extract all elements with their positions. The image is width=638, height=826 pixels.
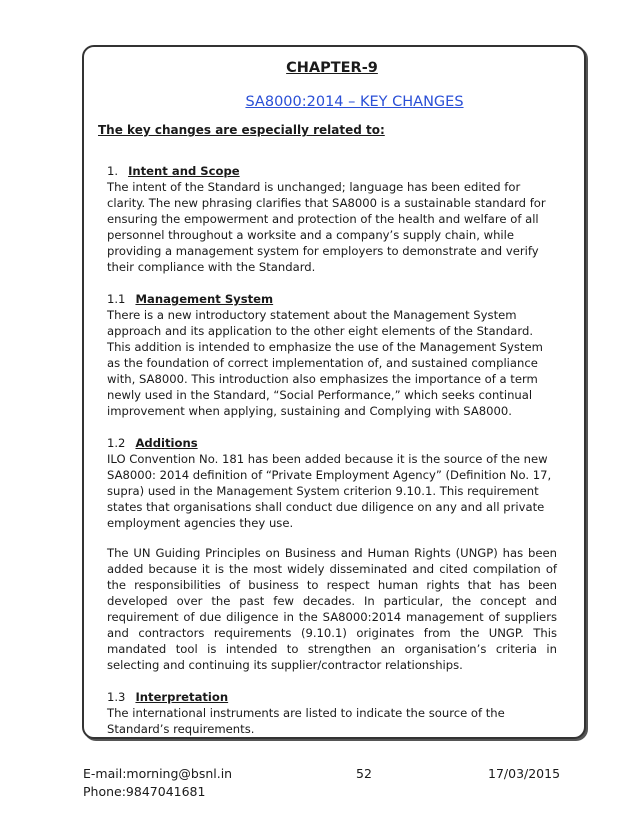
section-number: 1.2 xyxy=(107,436,126,450)
page-title: SA8000:2014 – KEY CHANGES xyxy=(245,94,464,110)
section-title: Interpretation xyxy=(135,690,229,704)
footer-email: E-mail:morning@bsnl.in xyxy=(83,766,233,781)
section-number: 1. xyxy=(107,164,119,178)
intro-line: The key changes are especially related to: xyxy=(98,123,385,137)
page-number: 52 xyxy=(356,766,372,781)
section-title: Management System xyxy=(135,292,274,306)
footer-phone: Phone:9847041681 xyxy=(83,784,206,799)
footer-contact xyxy=(83,765,232,801)
section-number: 1.3 xyxy=(107,690,126,704)
section-paragraph: The UN Guiding Principles on Business and Human Rights (UNGP) has been added because it is the most widely disseminated and cited compilation of the responsibilities of business to respect human rights that has been developed over the past few decades. In particular, the concept and requirement of due diligence in the SA8000:2014 management of suppliers and contractors requirements (9.10.1) originates from the UNGP. This mandated tool is intended to strengthen an organisation’s criteria in selecting and continuing its supplier/contractor relationships. xyxy=(107,546,557,672)
section-title: Intent and Scope xyxy=(128,164,240,178)
section-paragraph: The international instruments are listed to indicate the source of the Standard’s requirements. xyxy=(107,706,505,736)
chapter-heading: CHAPTER-9 xyxy=(286,60,378,76)
section-title: Additions xyxy=(135,436,198,450)
section-heading-interpretation xyxy=(107,689,557,705)
page-content xyxy=(98,58,557,737)
section-heading-intent xyxy=(107,163,557,179)
section-heading-additions xyxy=(107,435,557,451)
section-paragraph: There is a new introductory statement about the Management System approach and its application to the other eight elements of the Standard. This addition is intended to emphasize the use of the Management System as the foundation of correct implementation of, and sustained compliance with, SA8000. This introduction also emphasizes the importance of a term newly used in the Standard, “Social Performance,” which seeks continual improvement when applying, sustaining and Complying with SA8000. xyxy=(107,308,543,418)
section-number: 1.1 xyxy=(107,292,126,306)
footer-date: 17/03/2015 xyxy=(488,766,561,781)
section-paragraph: ILO Convention No. 181 has been added because it is the source of the new SA8000: 2014 definition of “Private Employment Agency” (Definition No. 17, supra) used in the Management System criterion 9.10.1. This requirement states that organisations shall conduct due diligence on any and all private employment agencies they use. xyxy=(107,452,552,530)
section-heading-management-system xyxy=(107,291,557,307)
section-paragraph: The intent of the Standard is unchanged; language has been edited for clarity. The new phrasing clarifies that SA8000 is a sustainable standard for ensuring the empowerment and protection of the health and welfare of all personnel throughout a worksite and a company’s supply chain, while providing a management system for employers to demonstrate and verify their compliance with the Standard. xyxy=(107,180,546,274)
